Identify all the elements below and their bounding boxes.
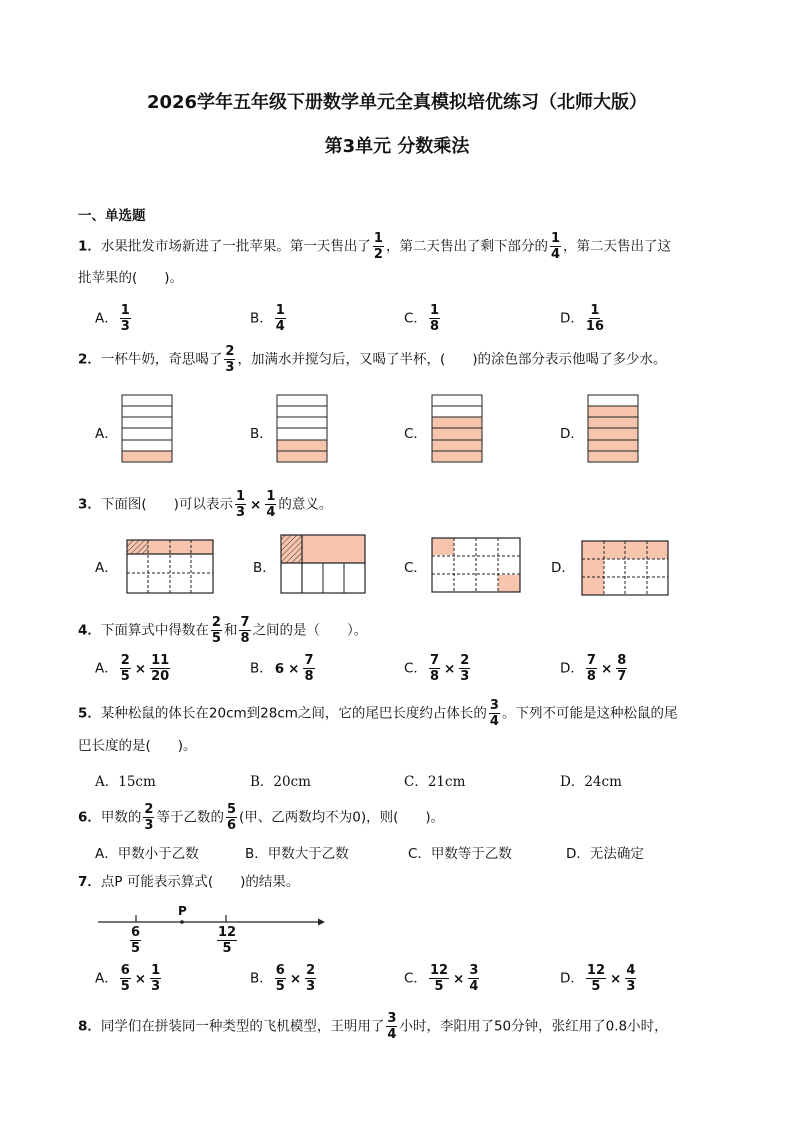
option-c[interactable]: C．21cm [404,774,466,790]
fraction: $\frac{7}{8}$ [240,615,250,646]
option-c[interactable]: C． [404,426,427,442]
section-heading: 一、单选题 [78,208,146,224]
option-b[interactable]: B．20cm [250,774,311,790]
point-p-marker [180,920,184,924]
option-d[interactable]: D． $\frac{1}{16}$ [560,303,604,334]
cup-diagram-a [122,395,172,462]
grid-diagram-a [127,540,213,593]
fraction: $\frac{3}{4}$ [489,698,499,729]
number-line [98,915,325,926]
option-b[interactable]: B． 6 × $\frac{7}{8}$ [250,653,314,684]
fraction: $\frac{2}{3}$ [225,344,235,375]
cup-diagram-d [588,395,638,462]
option-d[interactable]: D．无法确定 [566,846,644,862]
fraction: $\frac{2}{5}$ [211,615,221,646]
option-d[interactable]: D． $\frac{12}{5}$ × $\frac{4}{3}$ [560,963,636,994]
point-p-label: P [178,904,187,918]
option-c[interactable]: C． $\frac{1}{8}$ [404,303,439,334]
question-1-line2: 批苹果的( )。 [78,270,184,286]
question-5-line2: 巴长度的是( )。 [78,738,197,754]
option-d[interactable]: D． $\frac{7}{8}$ × $\frac{8}{7}$ [560,653,627,684]
fraction: $\frac{1}{2}$ [373,231,383,262]
question-4: 4．下面算式中得数在 $\frac{2}{5}$ 和 $\frac{7}{8}$ 之间的是（ ）。 [78,615,368,646]
question-text: ，第二天售出了剩下部分的 [385,238,548,255]
option-d[interactable]: D．24cm [560,774,622,790]
tick-label-12-5: $\frac{12}{5}$ [218,925,237,956]
question-number: 8． [78,1018,101,1035]
option-d[interactable]: D． [560,426,584,442]
option-b[interactable]: B． $\frac{1}{4}$ [250,303,285,334]
option-c[interactable]: C． $\frac{7}{8}$ × $\frac{2}{3}$ [404,653,470,684]
question-number: 3． [78,496,101,513]
option-a[interactable]: A．15cm [95,774,156,790]
question-8: 8．同学们在拼装同一种类型的飞机模型，王明用了 $\frac{3}{4}$ 小时，李阳用了50分钟，张红用了0.8小时， [78,1011,668,1042]
question-3: 3．下面图( )可以表示 $\frac{1}{3}$ × $\frac{1}{4}$ 的意义。 [78,489,333,520]
page-title: 2026学年五年级下册数学单元全真模拟培优练习（北师大版） [146,92,648,113]
cup-diagram-b [277,395,327,462]
question-number: 5． [78,705,101,722]
option-b[interactable]: B．甲数大于乙数 [245,846,349,862]
option-b[interactable]: B． [250,426,273,442]
option-c[interactable]: C．甲数等于乙数 [408,846,512,862]
cup-diagram-c [432,395,482,462]
option-a[interactable]: A． $\frac{1}{3}$ [95,303,130,334]
tick-label-6-5: $\frac{6}{5}$ [131,925,141,956]
fraction: $\frac{1}{3}$ [235,489,245,520]
grid-diagram-c [432,538,520,592]
option-a[interactable]: A． $\frac{6}{5}$ × $\frac{1}{3}$ [95,963,161,994]
option-a[interactable]: A． $\frac{2}{5}$ × $\frac{11}{20}$ [95,653,170,684]
fraction: $\frac{1}{4}$ [550,231,560,262]
grid-diagram-b [281,535,365,593]
question-6: 6．甲数的 $\frac{2}{3}$ 等于乙数的 $\frac{5}{6}$ (甲、乙两数均不为0)，则( )。 [78,802,445,833]
option-c[interactable]: C． [404,560,427,576]
option-d[interactable]: D． [551,560,575,576]
question-5: 5．某种松鼠的体长在20cm到28cm之间，它的尾巴长度约占体长的 $\frac{3}{4}$ 。下列不可能是这种松鼠的尾 [78,698,678,729]
question-number: 4． [78,622,101,639]
question-number: 1． [78,238,101,255]
option-c[interactable]: C． $\frac{12}{5}$ × $\frac{3}{4}$ [404,963,479,994]
grid-diagram-d [582,541,668,595]
unit-subtitle: 第3单元 分数乘法 [324,136,470,157]
option-a[interactable]: A．甲数小于乙数 [95,846,199,862]
fraction: $\frac{5}{6}$ [226,802,236,833]
option-a[interactable]: A． [95,560,118,576]
question-text: ，第二天售出了这 [563,238,671,255]
fraction: $\frac{3}{4}$ [387,1011,397,1042]
question-number: 7． [78,874,101,890]
fraction: $\frac{1}{4}$ [266,489,276,520]
question-text: 水果批发市场新进了一批苹果。第一天售出了 [100,238,371,255]
question-number: 6． [78,809,101,826]
option-b[interactable]: B． [253,560,276,576]
fraction: $\frac{2}{3}$ [144,802,154,833]
option-b[interactable]: B． $\frac{6}{5}$ × $\frac{2}{3}$ [250,963,316,994]
question-number: 2． [78,351,101,368]
option-a[interactable]: A． [95,426,118,442]
question-2: 2．一杯牛奶，奇思喝了 $\frac{2}{3}$ ，加满水并搅匀后，又喝了半杯，( )的涂色部分表示他喝了多少水。 [78,344,667,375]
question-7: 7．点P 可能表示算式( )的结果。 [78,874,300,890]
